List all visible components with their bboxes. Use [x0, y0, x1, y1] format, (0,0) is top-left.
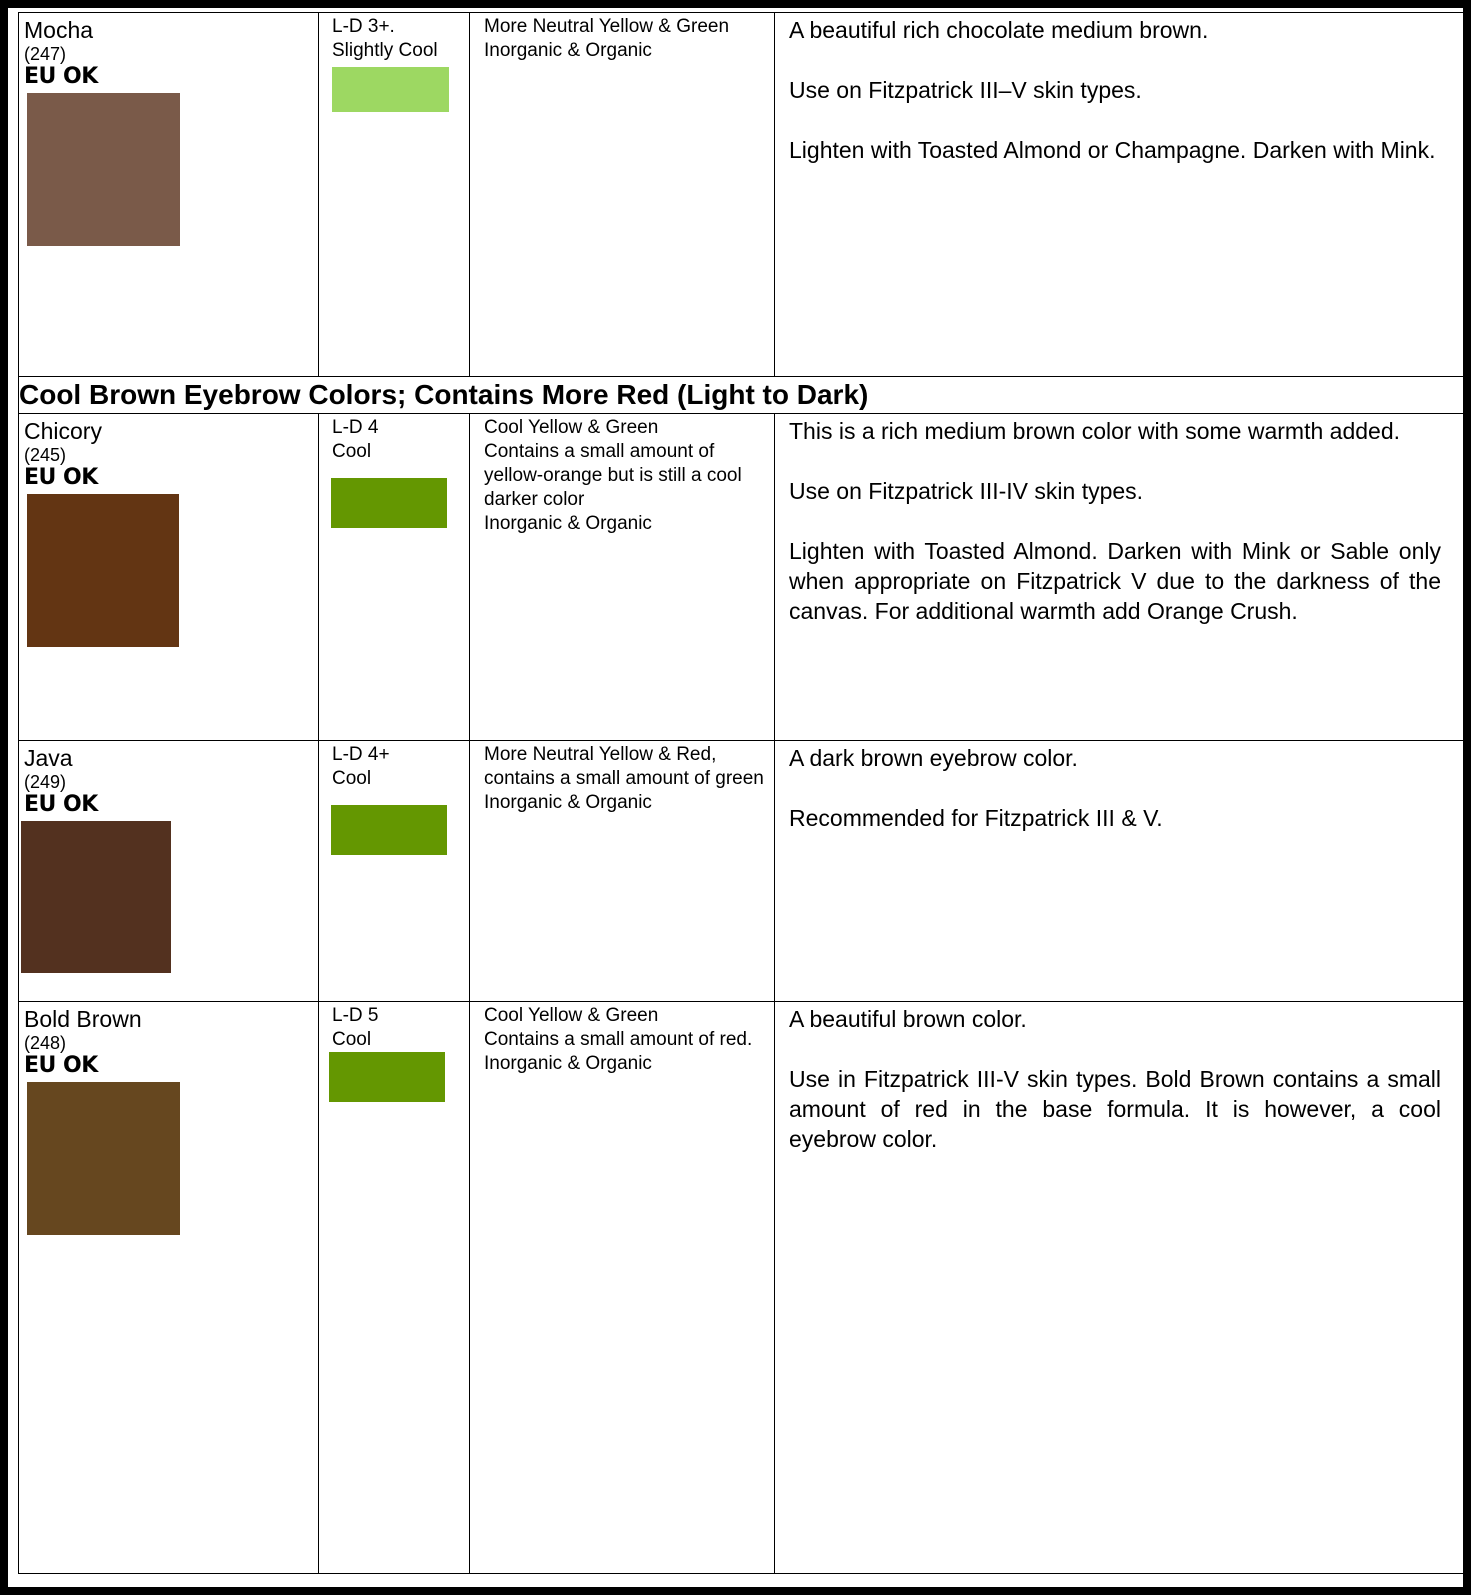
table-row	[19, 741, 1464, 1002]
frame-border-bottom	[0, 1587, 1471, 1595]
base-line: Inorganic & Organic	[484, 40, 652, 61]
undertone-chip	[331, 478, 447, 528]
table-row	[19, 414, 1464, 741]
ld-scale: L-D 3+.	[332, 16, 395, 37]
base-line: Cool Yellow & Green	[484, 1005, 659, 1026]
eu-badge: EU OK	[24, 792, 98, 817]
ld-cell	[319, 741, 470, 1002]
base-line: Inorganic & Organic	[484, 792, 652, 813]
description-paragraph: A beautiful brown color.	[789, 1006, 1027, 1032]
eu-badge: EU OK	[24, 465, 98, 490]
description-paragraph: Use on Fitzpatrick III–V skin types.	[789, 77, 1142, 103]
base-cell	[470, 741, 775, 1002]
description-cell	[775, 414, 1464, 741]
base-line: More Neutral Yellow & Green	[484, 16, 730, 37]
ld-scale: L-D 5	[332, 1005, 379, 1026]
base-line: More Neutral Yellow & Red, contains a small amount of green	[484, 744, 764, 789]
ld-cell	[319, 414, 470, 741]
frame-border-left	[0, 0, 8, 1595]
pigment-number: (249)	[24, 772, 67, 792]
description	[775, 13, 1463, 165]
pigment-cell	[19, 1002, 319, 1574]
undertone-chip	[332, 67, 449, 112]
frame-border-right	[1463, 0, 1471, 1595]
pigment-name: Chicory	[24, 418, 102, 444]
description	[775, 1002, 1463, 1154]
pigment-table	[18, 12, 1464, 1574]
pigment-name: Java	[24, 745, 73, 771]
table-row	[19, 13, 1464, 377]
table-row	[19, 1002, 1464, 1574]
ld-cell	[319, 13, 470, 377]
pigment-number: (247)	[24, 44, 67, 64]
description-paragraph: Lighten with Toasted Almond or Champagne. Darken with Mink.	[789, 137, 1436, 163]
color-swatch	[27, 494, 179, 647]
pigment-number: (245)	[24, 445, 67, 465]
temperature: Cool	[332, 1029, 372, 1050]
undertone-chip	[329, 1052, 445, 1102]
description-cell	[775, 1002, 1464, 1574]
temperature: Cool	[332, 768, 372, 789]
eu-badge: EU OK	[24, 64, 98, 89]
frame-border-top	[0, 0, 1471, 8]
description-paragraph: Lighten with Toasted Almond. Darken with Mink or Sable only when appropriate on Fitzpatrick V due to the darkness of the canvas. For additional warmth add Orange Crush.	[789, 538, 1441, 624]
base-cell	[470, 1002, 775, 1574]
color-swatch	[21, 821, 171, 973]
pigment-number: (248)	[24, 1033, 67, 1053]
base-line: Inorganic & Organic	[484, 1053, 652, 1074]
description-paragraph: Recommended for Fitzpatrick III & V.	[789, 805, 1163, 831]
description-paragraph: A beautiful rich chocolate medium brown.	[789, 17, 1209, 43]
description-paragraph: This is a rich medium brown color with some warmth added.	[789, 418, 1401, 444]
pigment-cell	[19, 414, 319, 741]
color-swatch	[27, 93, 180, 246]
color-swatch	[27, 1082, 180, 1235]
description	[775, 414, 1463, 626]
pigment-name: Bold Brown	[24, 1006, 142, 1032]
eu-badge: EU OK	[24, 1053, 98, 1078]
description-cell	[775, 13, 1464, 377]
base-line: Contains a small amount of yellow-orange but is still a cool darker color	[484, 441, 742, 510]
temperature: Cool	[332, 441, 372, 462]
section-header-row	[19, 377, 1464, 414]
base-line: Cool Yellow & Green	[484, 417, 659, 438]
section-title: Cool Brown Eyebrow Colors; Contains More Red (Light to Dark)	[19, 377, 1464, 414]
description-paragraph: A dark brown eyebrow color.	[789, 745, 1078, 771]
pigment-cell	[19, 13, 319, 377]
ld-scale: L-D 4+	[332, 744, 390, 765]
description	[775, 741, 1463, 833]
base-cell	[470, 13, 775, 377]
temperature: Slightly Cool	[332, 40, 438, 61]
description-cell	[775, 741, 1464, 1002]
base-line: Inorganic & Organic	[484, 513, 652, 534]
description-paragraph: Use in Fitzpatrick III-V skin types. Bold Brown contains a small amount of red in the base formula. It is however, a cool eyebrow color.	[789, 1066, 1441, 1152]
pigment-name: Mocha	[24, 17, 94, 43]
description-paragraph: Use on Fitzpatrick III-IV skin types.	[789, 478, 1144, 504]
pigment-cell	[19, 741, 319, 1002]
ld-cell	[319, 1002, 470, 1574]
base-cell	[470, 414, 775, 741]
undertone-chip	[331, 805, 447, 855]
ld-scale: L-D 4	[332, 417, 379, 438]
base-line: Contains a small amount of red.	[484, 1029, 753, 1050]
